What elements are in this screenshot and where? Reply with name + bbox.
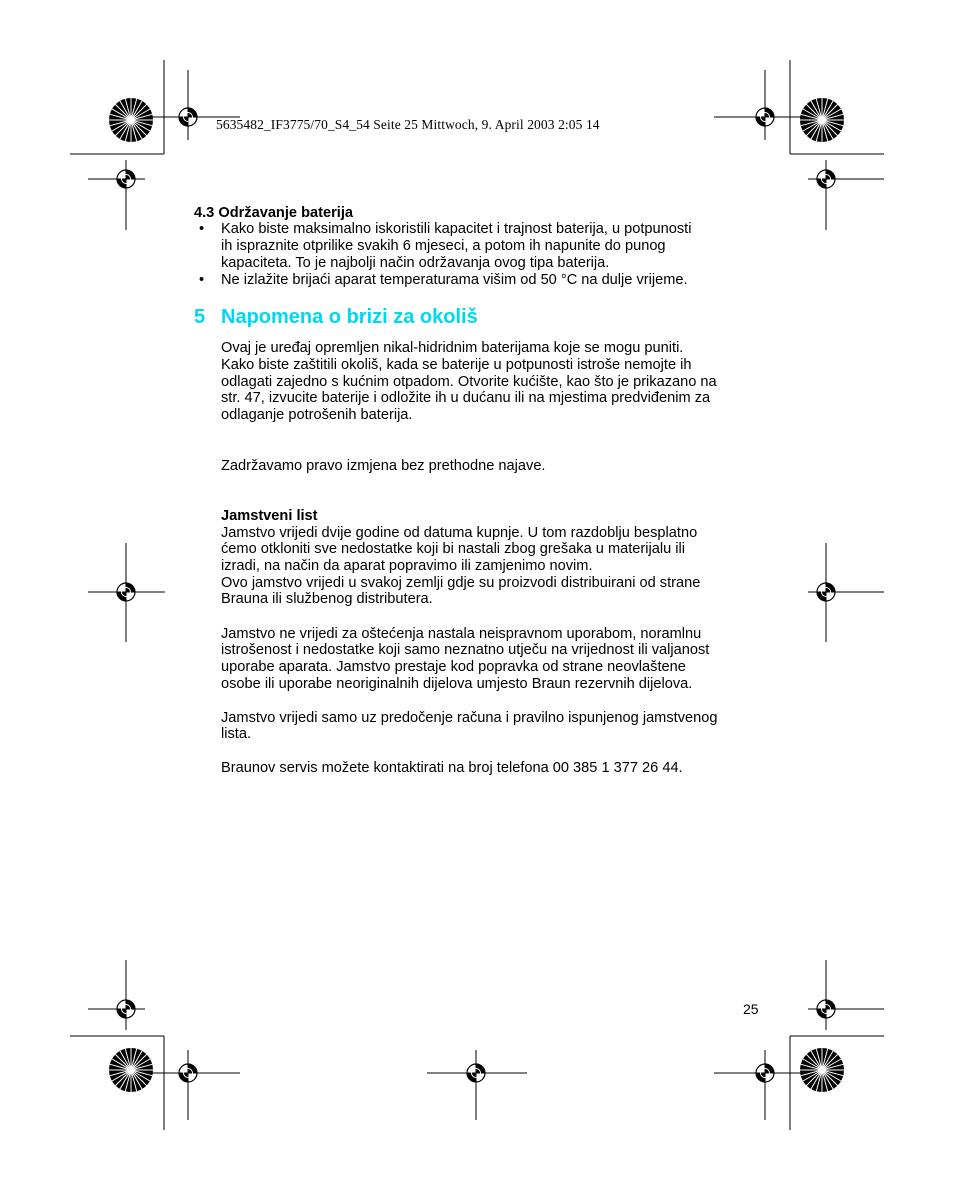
- warranty-line: lista.: [221, 726, 252, 742]
- starburst-target-icon: [800, 1048, 844, 1092]
- paragraph-line: odlaganje potrošenih baterija.: [221, 407, 413, 423]
- starburst-target-icon: [800, 98, 844, 142]
- bullet-text-line: Ne izlažite brijaći aparat temperaturama višim od 50 °C na dulje vrijeme.: [221, 272, 688, 288]
- warranty-line: Brauna ili službenog distributera.: [221, 591, 433, 607]
- warranty-line: Ovo jamstvo vrijedi u svakoj zemlji gdje su proizvodi distribuirani od strane: [221, 575, 701, 591]
- registration-mark-icon: [179, 1064, 197, 1082]
- registration-mark-icon: [756, 108, 774, 126]
- section-number: 5: [194, 306, 206, 328]
- section-heading-5: [194, 306, 478, 329]
- registration-mark-icon: [117, 1000, 135, 1018]
- section-title: Napomena o brizi za okoliš: [221, 306, 478, 328]
- warranty-heading: Jamstveni list: [221, 508, 318, 524]
- page-number: 25: [743, 1001, 759, 1017]
- warranty-line: izradi, na način da aparat popravimo ili zamjenimo novim.: [221, 558, 593, 574]
- bullet-text-line: Kako biste maksimalno iskoristili kapacitet i trajnost baterija, u potpunosti: [221, 221, 692, 237]
- warranty-line: Jamstvo vrijedi samo uz predočenje računa i pravilno ispunjenog jamstvenog: [221, 710, 718, 726]
- registration-mark-icon: [117, 170, 135, 188]
- notice-line: Zadržavamo pravo izmjena bez prethodne najave.: [221, 458, 546, 474]
- warranty-line: uporabe aparata. Jamstvo prestaje kod popravka od strane neovlaštene: [221, 659, 686, 675]
- registration-mark-icon: [467, 1064, 485, 1082]
- warranty-line: ćemo otkloniti sve nedostatke koji bi nastali zbog grešaka u materijalu ili: [221, 541, 685, 557]
- print-slug: 5635482_IF3775/70_S4_54 Seite 25 Mittwoch, 9. April 2003 2:05 14: [216, 117, 600, 132]
- registration-mark-icon: [756, 1064, 774, 1082]
- warranty-line: osobe ili uporabe neoriginalnih dijelova umjesto Braun rezervnih dijelova.: [221, 676, 693, 692]
- starburst-target-icon: [109, 98, 153, 142]
- warranty-line: Jamstvo ne vrijedi za oštećenja nastala neispravnom uporabom, noramlnu: [221, 626, 702, 642]
- warranty-line: Jamstvo vrijedi dvije godine od datuma kupnje. U tom razdoblju besplatno: [221, 525, 698, 541]
- registration-mark-icon: [817, 170, 835, 188]
- registration-mark-icon: [179, 108, 197, 126]
- bullet-text-line: ih ispraznite otprilike svakih 6 mjeseci, a potom ih napunite do punog: [221, 238, 666, 254]
- registration-mark-icon: [817, 583, 835, 601]
- bullet-dot: •: [199, 272, 205, 288]
- paragraph-line: str. 47, izvucite baterije i odložite ih u dućanu ili na mjestima predviđenim za: [221, 390, 711, 406]
- paragraph-line: Kako biste zaštitili okoliš, kada se baterije u potpunosti istroše nemojte ih: [221, 357, 692, 373]
- warranty-line: Braunov servis možete kontaktirati na broj telefona 00 385 1 377 26 44.: [221, 760, 683, 776]
- bullet-dot: •: [199, 221, 205, 237]
- paragraph-line: odlagati zajedno s kućnim otpadom. Otvorite kućište, kao što je prikazano na: [221, 374, 717, 390]
- registration-mark-icon: [117, 583, 135, 601]
- bullet-text-line: kapaciteta. To je najbolji način održavanja ovog tipa baterija.: [221, 255, 610, 271]
- paragraph-line: Ovaj je uređaj opremljen nikal-hidridnim baterijama koje se mogu puniti.: [221, 340, 684, 356]
- registration-mark-icon: [817, 1000, 835, 1018]
- warranty-line: istrošenost i nedostatke koji samo neznatno utječu na vrijednost ili valjanost: [221, 642, 710, 658]
- starburst-target-icon: [109, 1048, 153, 1092]
- section-heading-4-3: 4.3 Održavanje baterija: [194, 205, 353, 221]
